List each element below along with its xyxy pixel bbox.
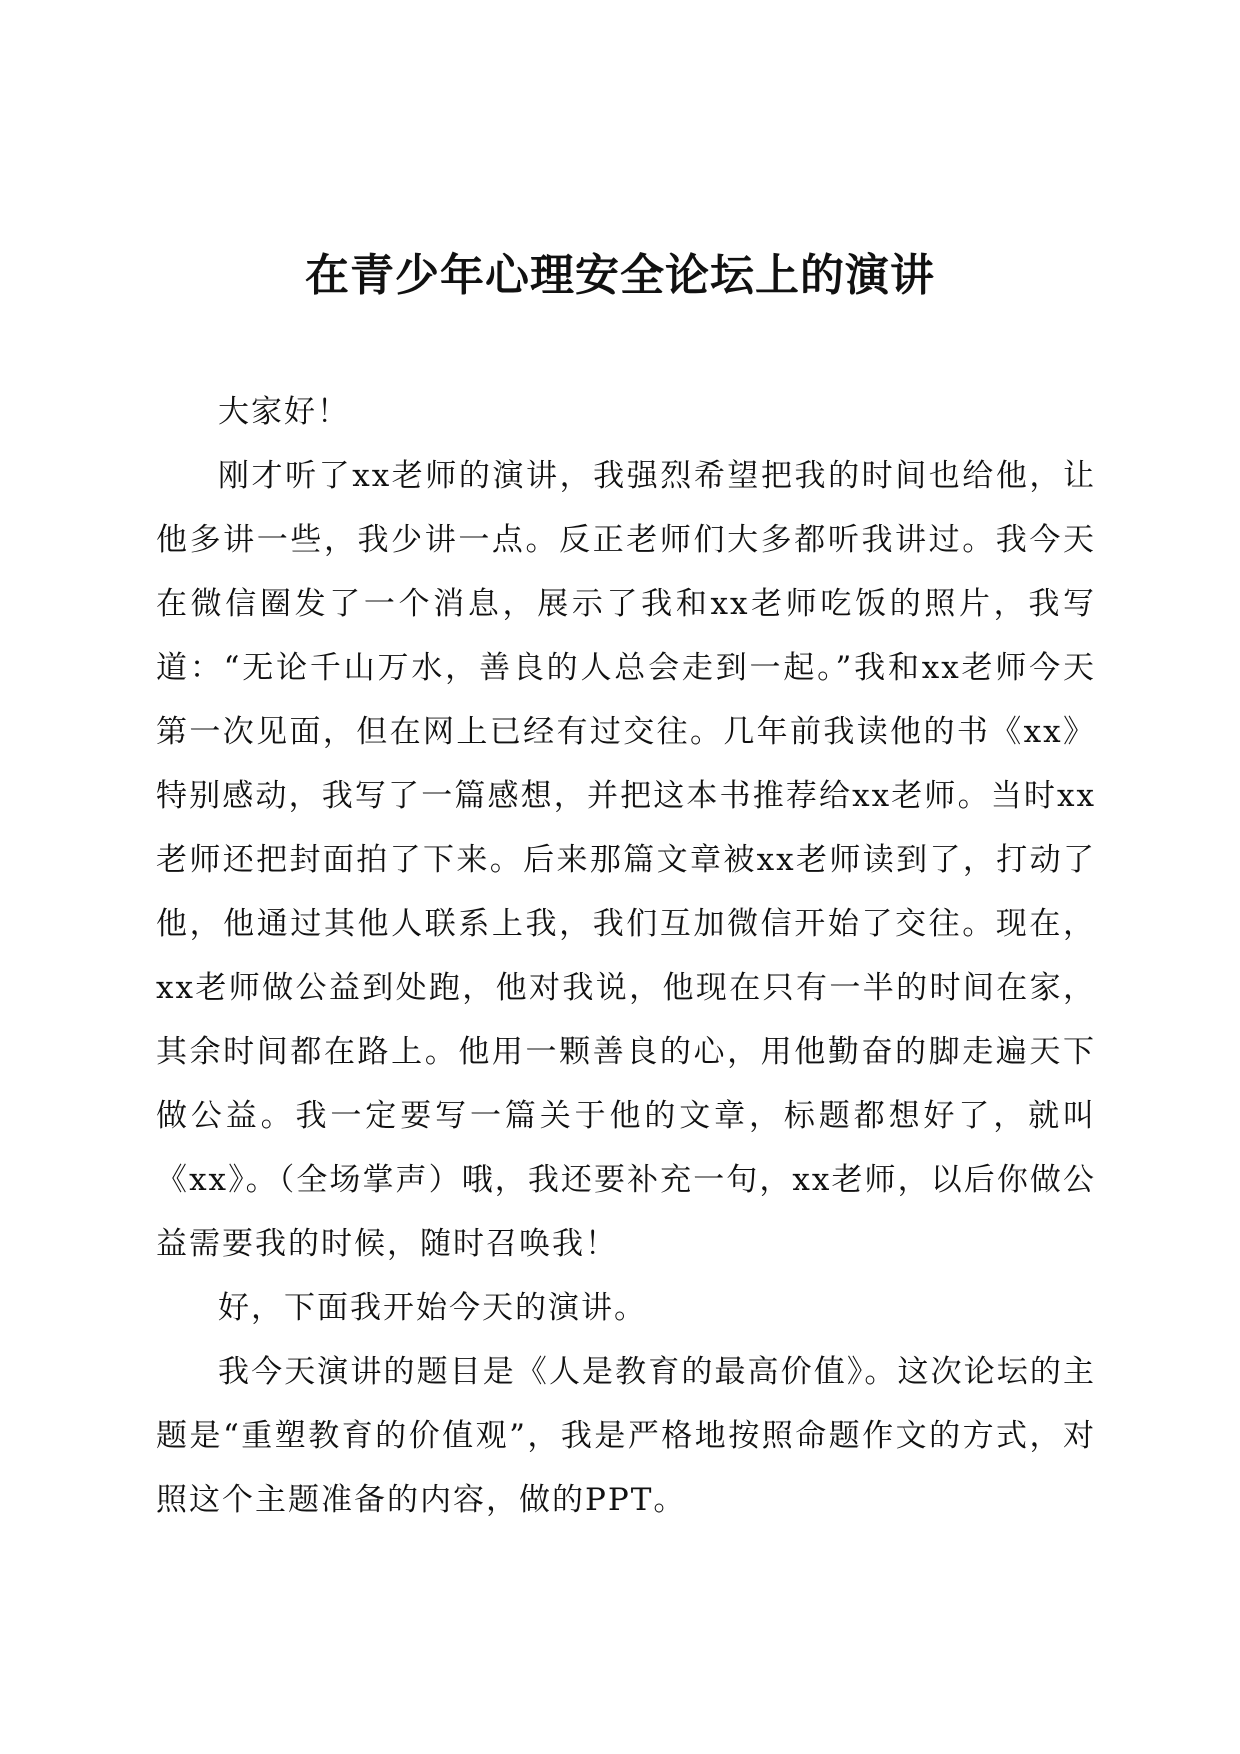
paragraph-introduction: 刚才听了xx老师的演讲，我强烈希望把我的时间也给他，让他多讲一些，我少讲一点。反正老师们大多都听我讲过。我今天在微信圈发了一个消息，展示了我和xx老师吃饭的照片，我写道：“无论千山万水，善良的人总会走到一起。”我和xx老师今天第一次见面，但在网上已经有过交往。几年前我读他的书《xx》特别感动，我写了一篇感想，并把这本书推荐给xx老师。当时xx老师还把封面拍了下来。后来那篇文章被xx老师读到了，打动了他，他通过其他人联系上我，我们互加微信开始了交往。现在，xx老师做公益到处跑，他对我说，他现在只有一半的时间在家，其余时间都在路上。他用一颗善良的心，用他勤奋的脚走遍天下做公益。我一定要写一篇关于他的文章，标题都想好了，就叫《xx》。（全场掌声）哦，我还要补充一句，xx老师，以后你做公益需要我的时候，随时召唤我！: [156, 458, 1096, 1262]
document-title: 在青少年心理安全论坛上的演讲: [305, 250, 935, 301]
paragraph-topic: 我今天演讲的题目是《人是教育的最高价值》。这次论坛的主题是“重塑教育的价值观”，我是严格地按照命题作文的方式，对照这个主题准备的内容，做的PPT。: [156, 1354, 1096, 1518]
paragraph-greeting: 大家好！: [218, 394, 350, 430]
paragraph-transition: 好，下面我开始今天的演讲。: [218, 1290, 647, 1326]
document-body: [156, 380, 1096, 1532]
